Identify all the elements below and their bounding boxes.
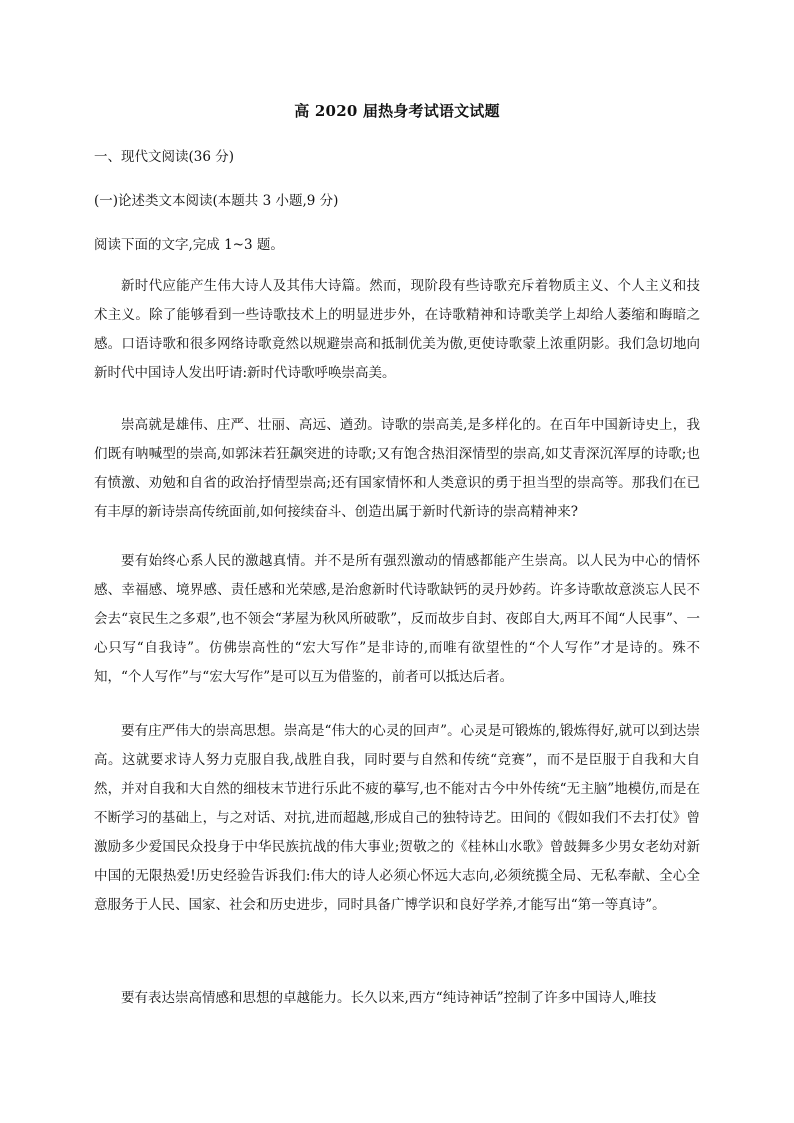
paragraph-2: 崇高就是雄伟、庄严、壮丽、高远、遒劲。诗歌的崇高美,是多样化的。在百年中国新诗史上，我们既有呐喊型的崇高,如郭沫若狂飙突进的诗歌;又有饱含热泪深情型的崇高,如艾青深沉浑厚的诗歌;也有愤激、劝勉和自省的政治抒情型崇高;还有国家情怀和人类意识的勇于担当型的崇高等。那我们在已有丰厚的新诗崇高传统面前,如何接续奋斗、创造出属于新时代新诗的崇高精神来? bbox=[94, 417, 700, 520]
paragraph-4: 要有庄严伟大的崇高思想。崇高是“伟大的心灵的回声”。心灵是可锻炼的,锻炼得好,就可以到达崇高。这就要求诗人努力克服自我,战胜自我，同时要与自然和传统“竞赛”，而不是臣服于自我和大自然，并对自我和大自然的细枝末节进行乐此不疲的摹写,也不能对古今中外传统“无主脑”地模仿,而是在不断学习的基础上，与之对话、对抗,进而超越,形成自己的独特诗艺。田间的《假如我们不去打仗》曾激励多少爱国民众投身于中华民族抗战的伟大事业;贺敬之的《桂林山水歌》曾鼓舞多少男女老幼对新中国的无限热爱!历史经验告诉我们:伟大的诗人必须心怀远大志向,必须统揽全局、无私奉献、全心全意服务于人民、国家、社会和历史进步，同时具备广博学识和良好学养,才能写出“第一等真诗”。 bbox=[94, 723, 700, 913]
subsection-heading: (一)论述类文本阅读(本题共 3 小题,9 分) bbox=[94, 193, 339, 209]
paragraph-5: 要有表达崇高情感和思想的卓越能力。长久以来,西方“纯诗神话”控制了许多中国诗人,唯技 bbox=[121, 990, 657, 1006]
reading-instruction: 阅读下面的文字,完成 1~3 题。 bbox=[94, 237, 284, 253]
paragraph-3: 要有始终心系人民的激越真情。并不是所有强烈激动的情感都能产生崇高。以人民为中心的情怀感、幸福感、境界感、责任感和光荣感,是治愈新时代诗歌缺钙的灵丹妙药。许多诗歌故意淡忘人民不会去“哀民生之多艰”,也不领会“茅屋为秋风所破歌”，反而故步自封、夜郎自大,两耳不闻“人民事”、一心只写“自我诗”。仿佛崇高性的“宏大写作”是非诗的,而唯有欲望性的“个人写作”才是诗的。殊不知，“个人写作”与“宏大写作”是可以互为借鉴的，前者可以抵达后者。 bbox=[94, 553, 700, 685]
paragraph-1: 新时代应能产生伟大诗人及其伟大诗篇。然而，现阶段有些诗歌充斥着物质主义、个人主义和技术主义。除了能够看到一些诗歌技术上的明显进步外，在诗歌精神和诗歌美学上却给人萎缩和晦暗之感。口语诗歌和很多网络诗歌竟然以规避崇高和抵制优美为傲,更使诗歌蒙上浓重阴影。我们急切地向新时代中国诗人发出吁请:新时代诗歌呼唤崇高美。 bbox=[94, 278, 700, 381]
exam-title: 高 2020 届热身考试语文试题 bbox=[294, 102, 500, 120]
section-heading: 一、现代文阅读(36 分) bbox=[94, 149, 235, 165]
